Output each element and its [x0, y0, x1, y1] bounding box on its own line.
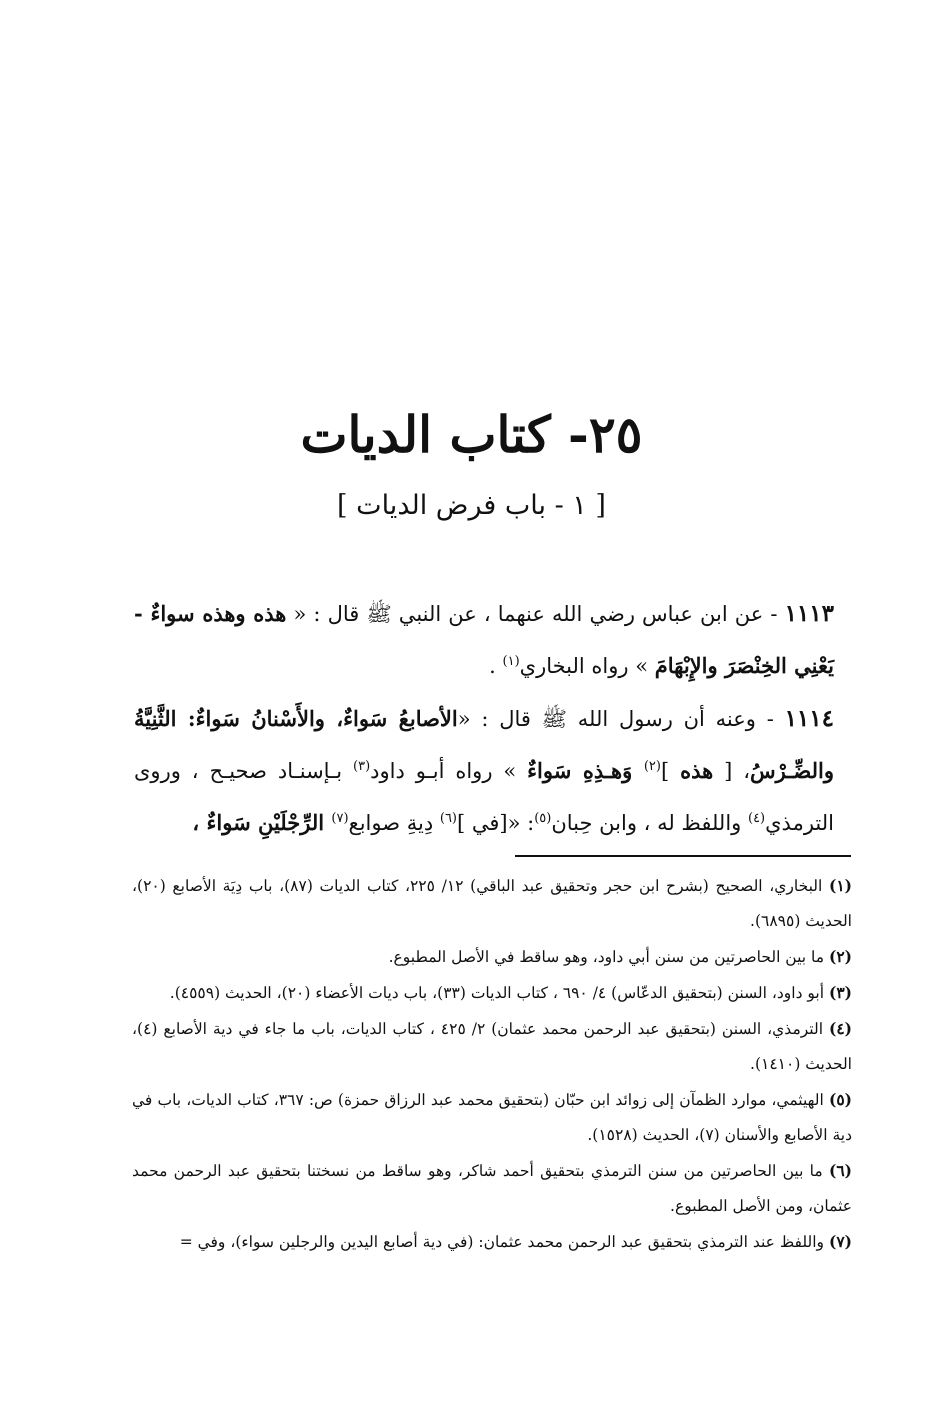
hadith-1113 [134, 588, 834, 692]
footnote-text: ما بين الحاصرتين من سنن الترمذي بتحقيق أحمد شاكر، وهو ساقط من نسختنا بتحقيق عبد الرحمن محمد عثمان، ومن الأصل المطبوع. [132, 1162, 852, 1215]
footnote-number: (٣) [828, 983, 852, 1002]
hadith-text: ] [660, 759, 681, 783]
hadith-text: - عن ابن عباس رضي الله عنهما ، عن النبي ﷺ قال : « [286, 602, 785, 626]
footnote-ref[interactable]: (٥) [534, 811, 552, 826]
hadith-1114 [134, 693, 834, 849]
footnote-ref[interactable]: (٤) [747, 811, 766, 826]
footnote [132, 1082, 852, 1153]
footnote-number: (٤) [828, 1019, 852, 1038]
footnote-text: البخاري، الصحيح (بشرح ابن حجر وتحقيق عبد الباقي) ١٢/ ٢٢٥، كتاب الديات (٨٧)، باب دِيَة الأصابع (٢٠)، الحديث (٦٨٩٥). [132, 877, 852, 930]
footnote-number: (٥) [828, 1090, 852, 1109]
hadith-text: واللفظ له ، وابن حِبان [551, 811, 748, 835]
hadith-text: ، [ [713, 759, 751, 783]
footnote-text: ما بين الحاصرتين من سنن أبي داود، وهو ساقط في الأصل المطبوع. [388, 948, 825, 966]
hadith-text: - وعنه أن رسول الله ﷺ قال : « [457, 707, 785, 731]
footnote [132, 975, 852, 1011]
hadith-quote: وَهـذِهِ سَواءٌ [527, 758, 644, 783]
footnote [132, 939, 852, 975]
footnote [132, 868, 852, 939]
footnote-ref[interactable]: (٣) [353, 759, 371, 774]
footnote [132, 1153, 852, 1224]
hadith-text: : «[في ] [457, 811, 535, 835]
footnote-number: (٧) [828, 1232, 852, 1251]
hadith-quote: الرِّجْلَيْنِ سَواءٌ ، [192, 810, 332, 835]
footnote [132, 1011, 852, 1082]
section-title: [ ١ - باب فرض الديات ] [337, 490, 606, 521]
hadith-quote: هذه وهذه سواءٌ - يَعْنِي الخِنْصَرَ والإِبْهَامَ [134, 601, 834, 678]
chapter-title: ٢٥- كتاب الديات [300, 405, 643, 464]
footnote-text: واللفظ عند الترمذي بتحقيق عبد الرحمن محمد عثمان: (في دية أصابع اليدين والرجلين سواء)، وفي = [179, 1233, 825, 1251]
hadith-text: » رواه أبـو داود [370, 759, 528, 783]
footnotes [132, 868, 852, 1260]
footnote-text: الهيثمي، موارد الظمآن إلى زوائد ابن حبّان (بتحقيق محمد عبد الرزاق حمزة) ص: ٣٦٧، كتاب الديات، باب في دية الأصابع والأسنان (٧)، الحديث (١٥٢٨). [132, 1091, 852, 1144]
hadith-text: . [489, 654, 503, 678]
footnote [132, 1224, 852, 1260]
footnote-text: الترمذي، السنن (بتحقيق عبد الرحمن محمد عثمان) ٢/ ٤٢٥ ، كتاب الديات، باب ما جاء في دية الأصابع (٤)، الحديث (١٤١٠). [132, 1020, 852, 1073]
footnote-ref[interactable]: (٧) [331, 811, 349, 826]
footnote-divider [515, 855, 851, 857]
footnote-number: (٦) [828, 1161, 852, 1180]
footnote-ref[interactable]: (١) [502, 654, 520, 669]
footnote-number: (١) [828, 876, 852, 895]
hadith-bracket-text: هذه [680, 758, 714, 783]
footnote-number: (٢) [828, 947, 852, 966]
hadith-quote: الأصابعُ سَواءٌ، والأَسْنانُ سَواءٌ: الثَّنِيَّةُ والضِّـرْسُ [134, 706, 835, 783]
hadith-text: دِيةِ صوابع [348, 811, 440, 835]
footnote-text: أبو داود، السنن (بتحقيق الدعّاس) ٤/ ٦٩٠ ، كتاب الديات (٣٣)، باب ديات الأعضاء (٢٠)، الحديث (٤٥٥٩). [169, 984, 825, 1002]
hadith-text: بـإسنـاد صحيـح ، وروى الترمذي [134, 759, 834, 835]
footnote-ref[interactable]: (٦) [439, 811, 457, 826]
footnote-ref[interactable]: (٢) [643, 759, 661, 774]
hadith-number: ١١١٣ [784, 600, 834, 627]
hadith-text: » رواه البخاري [519, 654, 655, 678]
hadith-number: ١١١٤ [784, 705, 834, 732]
